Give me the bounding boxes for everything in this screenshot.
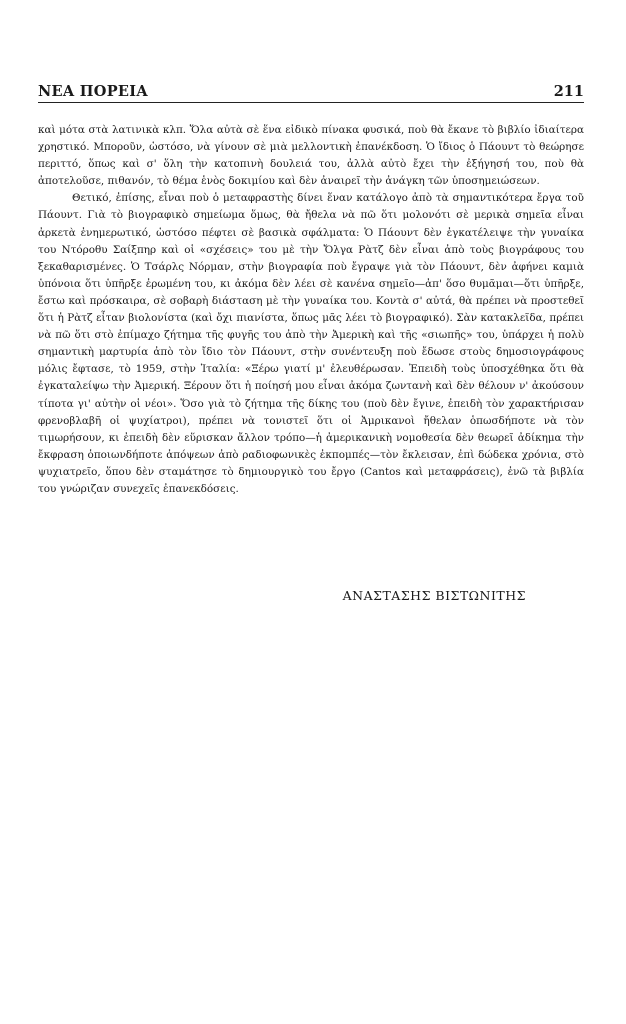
author-signature: ΑΝΑΣΤΑΣΗΣ ΒΙΣΤΩΝΙΤΗΣ — [342, 588, 526, 603]
journal-title: ΝΕΑ ΠΟΡΕΙΑ — [38, 83, 148, 100]
page-number: 211 — [553, 83, 584, 100]
paragraph: καὶ μότα στὰ λατινικὰ κλπ. Ὅλα αὐτὰ σὲ ἕνα εἰδικὸ πίνακα φυσικά, ποὺ θὰ ἔκανε τὸ βιβλίο ἰδιαίτερα χρηστικό. Μποροῦν, ὡστόσο, νὰ γίνουν σὲ μιὰ μελλοντικὴ ἐπανέκδοση. Ὁ ἴδιος ὁ Πάουντ τὸ θεώρησε περιττό, ὅπως καὶ σ' ὅλη τὴν κατοπινὴ δουλειά του, ἀλλὰ αὐτὸ ἔχει τὴν ἐξήγησή του, ποὺ θὰ ἀποτελοῦσε, πιθανόν, τὸ θέμα ἑνὸς δοκιμίου καὶ δὲν ἀναιρεῖ τὴν ἀνάγκη τῶν ὑποσημειώσεων. — [38, 124, 584, 188]
running-header — [38, 78, 584, 100]
header-rule — [38, 102, 584, 103]
article-body — [38, 122, 584, 498]
paragraph: Θετικό, ἐπίσης, εἶναι ποὺ ὁ μεταφραστὴς δίνει ἕναν κατάλογο ἀπὸ τὰ σημαντικότερα ἔργα τοῦ Πάουντ. Γιὰ τὸ βιογραφικὸ σημείωμα ὅμως, θὰ ἤθελα νὰ πῶ ὅτι μολονότι σὲ μερικὰ σημεῖα εἶναι ἀρκετὰ ἐνημερωτικό, ὡστόσο πέφτει σὲ βασικὰ σφάλματα: Ὁ Πάουντ δὲν ἐγκατέλειψε τὴν γυναίκα του Ντόροθυ Σαίξπηρ καὶ οἱ «σχέσεις» του μὲ τὴν Ὄλγα Ρὰτζ δὲν εἶναι ἀπὸ τοὺς βιογράφους του ξεκαθαρισμένες. Ὁ Τσάρλς Νόρμαν, στὴν βιογραφία ποὺ ἔγραψε γιὰ τὸν Πάουντ, δὲν ἀφήνει καμιὰ ὑπόνοια ὅτι ὑπῆρξε ἐρωμένη του, κι ἀκόμα δὲν λέει σὲ κανένα σημεῖο—ἀπ' ὅσο θυμᾶμαι—ὅτι ὑπῆρξε, ἔστω καὶ πρόσκαιρα, σὲ σοβαρὴ διάσταση μὲ τὴν γυναίκα του. Κοντὰ σ' αὐτά, θὰ πρέπει νὰ προστεθεῖ ὅτι ἡ Ρὰτζ εἶταν βιολονίστα (καὶ ὄχι πιανίστα, ὅπως μᾶς λέει τὸ βιογραφικό). Σὰν κατακλεῖδα, πρέπει νὰ πῶ ὅτι στὸ ἐπίμαχο ζήτημα τῆς φυγῆς του ἀπὸ τὴν Ἀμερικὴ καὶ τῆς «σιωπῆς» του, ὑπάρχει ἡ πολὺ σημαντικὴ μαρτυρία ἀπὸ τὸν ἴδιο τὸν Πάουντ, στὴν συνέντευξη ποὺ ἔδωσε στοὺς δημοσιογράφους μόλις ἔφτασε, τὸ 1959, στὴν Ἰταλία: «Ξέρω γιατί μ' ἐλευθέρωσαν. Ἐπειδὴ τοὺς ὑποσχέθηκα ὅτι θὰ ἐγκαταλείψω τὴν Ἀμερική. Ξέρουν ὅτι ἡ ποίησή μου εἶναι ἀκόμα ζωντανὴ καὶ δὲν θέλουν ν' ἀκούσουν τίποτα γι' αὐτὴν οἱ νέοι». Ὅσο γιὰ τὸ ζήτημα τῆς δίκης του (ποὺ δὲν ἔγινε, ἐπειδὴ τὸν χαρακτήρισαν φρενοβλαβῆ οἱ ψυχίατροι), πρέπει νὰ τονιστεῖ ὅτι οἱ Ἀμρικανοὶ ἤθελαν ὁπωσδήποτε νὰ τὸν τιμωρήσουν, κι ἐπειδὴ δὲν εὕρισκαν ἄλλον τρόπο—ἡ ἀμερικανικὴ νομοθεσία δὲν θεωρεῖ ἀδίκημα τὴν ἔκφραση ὁποιωνδήποτε ἀπόψεων ἀπὸ ραδιοφωνικὲς ἐκπομπές—τὸν ἔκλεισαν, ἐπὶ δώδεκα χρόνια, στὸ ψυχιατρεῖο, ὅπου δὲν σταμάτησε τὸ δημιουργικὸ του ἔργο (Cantos καὶ μεταφράσεις), ἐνῶ τὰ βιβλία του γνώριζαν συνεχεῖς ἐπανεκδόσεις. — [38, 192, 584, 495]
